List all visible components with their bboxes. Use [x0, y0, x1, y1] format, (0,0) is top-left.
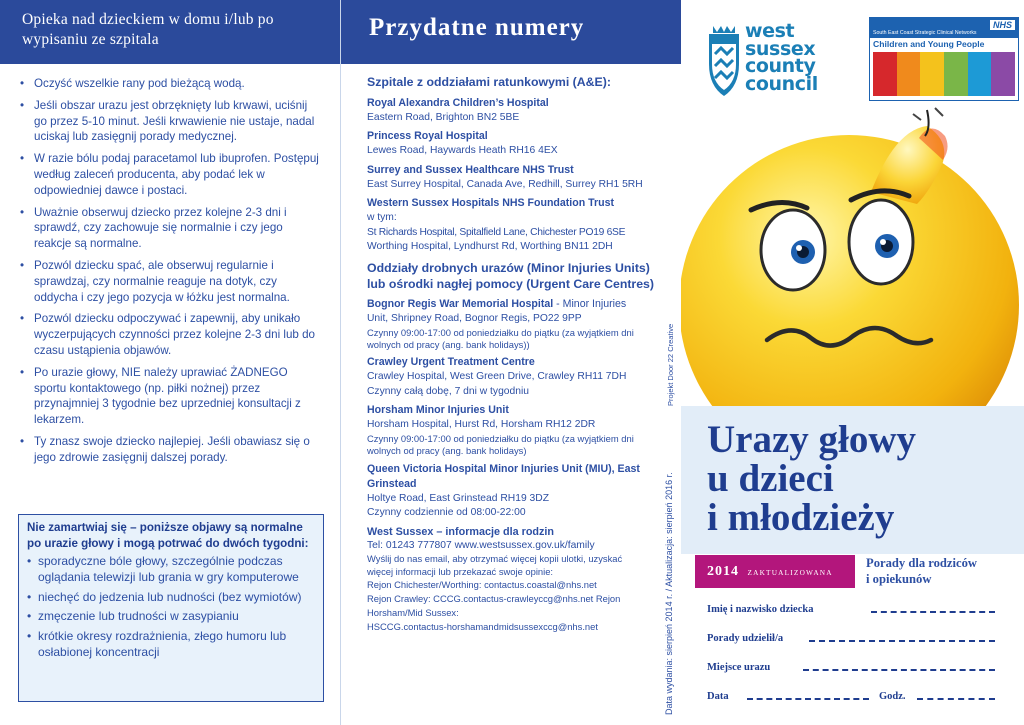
- child-name-field[interactable]: [871, 611, 995, 613]
- child-name-row: [707, 600, 1007, 629]
- hospital-name: Western Sussex Hospitals NHS Foundation Trust: [367, 197, 615, 210]
- date-time-row: [707, 687, 1007, 716]
- design-credit: Projekt Door 22 Creative: [666, 323, 675, 406]
- symptom-item: • niechęć do jedzenia lub nudności (bez wymiotów): [27, 589, 315, 606]
- hospital-address: East Surrey Hospital, Canada Ave, Redhill, Surrey RH1 5RH: [367, 178, 643, 190]
- clinic-name: Horsham Minor Injuries Unit: [367, 404, 509, 417]
- symptom-item: • krótkie okresy rozdrażnienia, złego humoru lub osłabionej koncentracji: [27, 628, 315, 661]
- clinic-address: Crawley Hospital, West Green Drive, Crawley RH11 7DH: [367, 371, 627, 383]
- clinic-address: Unit, Shripney Road, Bognor Regis, PO22 9PP: [367, 313, 582, 325]
- child-name-label: Imię i nazwisko dziecka: [707, 604, 814, 615]
- hospital-entry: [367, 163, 663, 193]
- injury-place-row: [707, 658, 1007, 687]
- year-label: ZAKTUALIZOWANA: [747, 568, 833, 577]
- leaflet-title-line: i młodzieży: [707, 496, 895, 539]
- clinic-entry: [367, 355, 663, 399]
- clinic-address: Holtye Road, East Grinstead RH19 3DZ: [367, 492, 549, 504]
- hospital-note: w tym:: [367, 212, 397, 224]
- family-info-note: Wyślij do nas email, aby otrzymać więcej kopii ulotki, uzyskać: [367, 553, 623, 565]
- hospital-address: Lewes Road, Haywards Heath RH16 4EX: [367, 145, 558, 157]
- family-info-email: Horsham/Mid Sussex:: [367, 607, 459, 618]
- normal-symptoms-list: [27, 553, 315, 661]
- care-instruction-item: • Po urazie głowy, NIE należy uprawiać ŻADNEGO sportu kontaktowego (np. piłki nożnej) przez przynajmniej 3 tygodnie bez uprzedniej konsultacji z lekarzem.: [20, 365, 322, 428]
- leaflet-title: [707, 420, 916, 537]
- audience-line: Porady dla rodziców: [866, 556, 978, 570]
- hospital-address: Worthing Hospital, Lyndhurst Rd, Worthing BN11 2DH: [367, 241, 613, 253]
- care-instruction-item: • Ty znasz swoje dziecko najlepiej. Jeśli obawiasz się o jego zdrowie zasięgnij dalszej porady.: [20, 434, 322, 466]
- nhs-network-name: South East Coast Strategic Clinical Networks: [873, 30, 977, 36]
- children-silhouettes-strip: [873, 52, 1015, 96]
- care-instructions-list: [20, 76, 322, 472]
- middle-header-title: Przydatne numery: [369, 14, 585, 41]
- hospital-name: Royal Alexandra Children’s Hospital: [367, 96, 549, 109]
- left-header-title: Opieka nad dzieckiem w domu i/lub po wypisaniu ze szpitala: [22, 11, 274, 48]
- hospital-entry: [367, 129, 663, 159]
- hospital-address: St Richards Hospital, Spitalfield Lane, Chichester PO19 6SE: [367, 226, 626, 238]
- clinic-entry: [367, 403, 663, 457]
- care-instruction-item: • W razie bólu podaj paracetamol lub ibuprofen. Postępuj według zaleceń producenta, aby podać lek w odpowiedniej dawce i postaci.: [20, 151, 322, 198]
- ae-section-title: Szpitale z oddziałami ratunkowymi (A&E):: [367, 75, 611, 89]
- hospital-name: Princess Royal Hospital: [367, 130, 488, 143]
- family-info-email: Rejon Chichester/Worthing: contactus.coastal@nhs.net: [367, 579, 597, 590]
- patient-details-form: [707, 600, 1007, 716]
- clinic-name: Crawley Urgent Treatment Centre: [367, 356, 535, 369]
- injury-place-label: Miejsce urazu: [707, 662, 771, 673]
- hospital-entry: [367, 96, 663, 126]
- clinic-entry: [367, 297, 663, 351]
- nhs-logo: NHS: [990, 20, 1015, 30]
- middle-header: [341, 0, 682, 64]
- advisor-label: Porady udzielił/a: [707, 633, 784, 644]
- date-field[interactable]: [747, 698, 869, 700]
- advisor-row: [707, 629, 1007, 658]
- family-info-email: HSCCG.contactus-horshamandmidsussexccg@nhs.net: [367, 621, 598, 632]
- county-shield-icon: [705, 24, 743, 100]
- nhs-network-logo: [869, 17, 1019, 101]
- publication-dates: Data wydania: sierpień 2014 r. / Aktualizacja: sierpień 2016 r.: [664, 472, 674, 715]
- year-badge: [695, 555, 855, 588]
- care-instruction-item: • Jeśli obszar urazu jest obrzęknięty lub krwawi, uciśnij go przez 5-10 minut. Jeśli krwawienie nie ustaje, nadal uciskaj lub zasięgnij porady medycznej.: [20, 98, 322, 145]
- time-field[interactable]: [917, 698, 995, 700]
- symptom-item: • zmęczenie lub trudności w zasypianiu: [27, 608, 315, 625]
- minor-injuries-section-title: Oddziały drobnych urazów (Minor Injuries Units) lub ośrodki nagłej pomocy (Urgent Care Centres): [367, 261, 654, 292]
- family-info-phone: Tel: 01243 777807 www.westsussex.gov.uk/family: [367, 539, 595, 551]
- clinic-name: Queen Victoria Hospital Minor Injuries Unit (MIU), East Grinstead: [367, 462, 640, 490]
- west-sussex-logo: [705, 18, 855, 104]
- family-info-note: więcej informacji lub przekazać swoje opinie:: [367, 565, 554, 577]
- care-instruction-item: • Oczyść wszelkie rany pod bieżącą wodą.: [20, 76, 322, 92]
- leaflet-title-line: u dzieci: [707, 457, 834, 500]
- middle-panel: [340, 0, 681, 725]
- audience-subtitle: [866, 555, 977, 587]
- injury-place-field[interactable]: [803, 669, 995, 671]
- clinic-name: [367, 297, 663, 312]
- clinic-name-suffix: - Minor Injuries: [553, 298, 627, 311]
- left-header: [0, 0, 340, 64]
- hospital-name: Surrey and Sussex Healthcare NHS Trust: [367, 163, 574, 176]
- left-panel: [0, 0, 340, 725]
- normal-symptoms-box: [18, 514, 324, 702]
- hospital-address: Eastern Road, Brighton BN2 5BE: [367, 111, 520, 123]
- clinic-hours: Czynny codziennie od 08:00-22:00: [367, 507, 526, 519]
- leaflet-title-line: Urazy głowy: [707, 418, 917, 461]
- nhs-cyp-title: Children and Young People: [873, 39, 985, 49]
- clinic-address: Horsham Hospital, Hurst Rd, Horsham RH12 2DR: [367, 419, 596, 431]
- clinic-hours: Czynny 09:00-17:00 od poniedziałku do piątku (za wyjątkiem dni wolnych od pracy (ang. bank holidays)): [367, 326, 634, 350]
- clinic-hours: Czynny całą dobę, 7 dni w tygodniu: [367, 385, 529, 397]
- clinic-name-text: Bognor Regis War Memorial Hospital: [367, 298, 554, 311]
- clinic-entry: [367, 462, 663, 521]
- useful-numbers-content: [367, 75, 663, 634]
- west-sussex-logo-text: west sussex county council: [745, 20, 818, 95]
- audience-line: i opiekunów: [866, 572, 932, 586]
- family-info-title: West Sussex – informacje dla rodzin: [367, 525, 555, 538]
- hospital-entry: [367, 196, 663, 255]
- care-instruction-item: • Pozwól dziecku spać, ale obserwuj regularnie i sprawdzaj, czy normalnie reaguje na dotyk, czy oddycha i czy jego pozycja w łóżku jest normalna.: [20, 258, 322, 305]
- time-label: Godz.: [879, 691, 906, 702]
- care-instruction-item: • Pozwól dziecku odpoczywać i zapewnij, aby unikało wyczerpujących czynności przez kolejne 2-3 dni lub do czasu ustąpienia objawów.: [20, 311, 322, 358]
- symptom-item: • sporadyczne bóle głowy, szczególnie podczas oglądania telewizji lub grania w gry komputerowe: [27, 553, 315, 586]
- care-instruction-item: • Uważnie obserwuj dziecko przez kolejne 2-3 dni i sprawdź, czy zachowuje się normalnie i czy jego reakcje są normalne.: [20, 205, 322, 252]
- family-info-email: Rejon Crawley: CCCG.contactus-crawleyccg@nhs.net Rejon: [367, 593, 621, 604]
- clinic-hours: Czynny 09:00-17:00 od poniedziałku do piątku (za wyjątkiem dni wolnych od pracy (ang. bank holidays): [367, 433, 634, 457]
- advisor-field[interactable]: [809, 640, 995, 642]
- right-panel: [681, 0, 1024, 725]
- year-number: 2014: [707, 564, 739, 579]
- worried-face-illustration: [681, 100, 1024, 410]
- normal-symptoms-title: Nie zamartwiaj się – poniższe objawy są normalne po urazie głowy i mogą potrwać do dwóch tygodni:: [27, 521, 309, 550]
- date-label: Data: [707, 691, 729, 702]
